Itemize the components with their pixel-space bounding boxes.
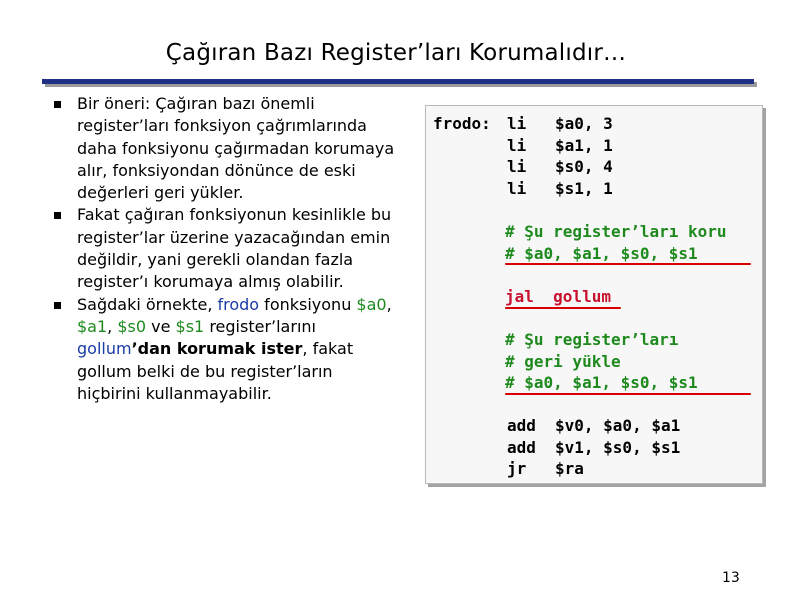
bullet-3-sep: , [386,294,392,314]
code-op: add [507,416,536,435]
square-bullet-icon [54,212,61,219]
slide-title: Çağıran Bazı Register’ları Korumalıdır… [165,40,627,66]
code-op: jr [507,459,527,478]
square-bullet-icon [54,302,61,309]
page-number: 13 [722,570,740,586]
title-underline-rule [42,79,754,84]
code-args: $s1, 1 [555,178,613,198]
comment-underline [505,263,751,265]
bullet-text-1: Bir öneri: Çağıran bazı önemli register’ları fonksiyon çağrımlarında daha fonksiyonu çağırmadan korumaya alır, fonksiyondan dönünce de eski değerleri geri yükler. [77,94,395,203]
reg-s0-ref: $s0 [117,316,147,336]
code-args: $ra [555,459,584,478]
bullet-item-3 [40,294,400,405]
bullet-3-korumak: korumak ister [171,339,303,359]
code-label-frodo: frodo: [433,114,491,133]
frodo-ref: frodo [217,294,260,314]
code-args: $v1, $s0, $s1 [555,437,681,457]
bullet-list [40,93,400,405]
code-args: $a1, 1 [555,135,613,155]
code-args: $s0, 4 [555,157,613,176]
comment-line: # $a0, $a1, $s0, $s1 [505,243,698,263]
jal-instruction: jal gollum [505,287,611,306]
bullet-item-2 [40,204,400,293]
code-jal-line [505,286,611,308]
square-bullet-icon [54,101,61,108]
bullet-item-1 [40,93,400,204]
reg-a1-ref: $a1 [77,316,108,336]
code-args: $a0, 3 [555,114,613,133]
comment-line: # geri yükle [505,351,621,371]
code-comment-restore [505,329,698,394]
code-args: $v0, $a0, $a1 [555,416,681,435]
jal-underline [505,307,621,309]
comment-line: # Şu register’ları [505,330,679,349]
code-op: add [507,437,536,457]
code-li-ops [507,113,526,199]
bullet-3-part: register’larını [204,316,316,336]
reg-a0-ref: $a0 [356,294,387,314]
code-li-args [555,113,613,199]
restore-underline [505,393,751,395]
code-op: li [507,114,527,133]
code-tail-ops [507,415,536,480]
bullet-3-part: Sağdaki örnekte, [77,294,218,314]
bullet-3-sep: , [107,316,118,336]
code-op: li [507,178,527,198]
code-op: li [507,157,527,176]
code-op: li [507,135,527,155]
bullet-3-dan: ’dan [131,339,172,359]
comment-line: # $a0, $a1, $s0, $s1 [505,373,698,392]
gollum-ref: gollum [77,339,132,359]
bullet-3-part: ve [146,316,176,336]
bullet-3-part: fonksiyonu [259,294,357,314]
comment-line: # Şu register’ları koru [505,222,727,241]
code-comment-save [505,221,727,264]
bullet-3-part: , fakat gollum belki de bu register’ların hiçbirini kullanmayabilir. [77,339,354,403]
bullet-text-2: Fakat çağıran fonksiyonun kesinlikle bu register’lar üzerine yazacağından emin değildir, yani gerekli olandan fazla register’ı korumaya almış olabilir. [77,205,392,292]
code-tail-args [555,415,680,480]
reg-s1-ref: $s1 [175,316,205,336]
